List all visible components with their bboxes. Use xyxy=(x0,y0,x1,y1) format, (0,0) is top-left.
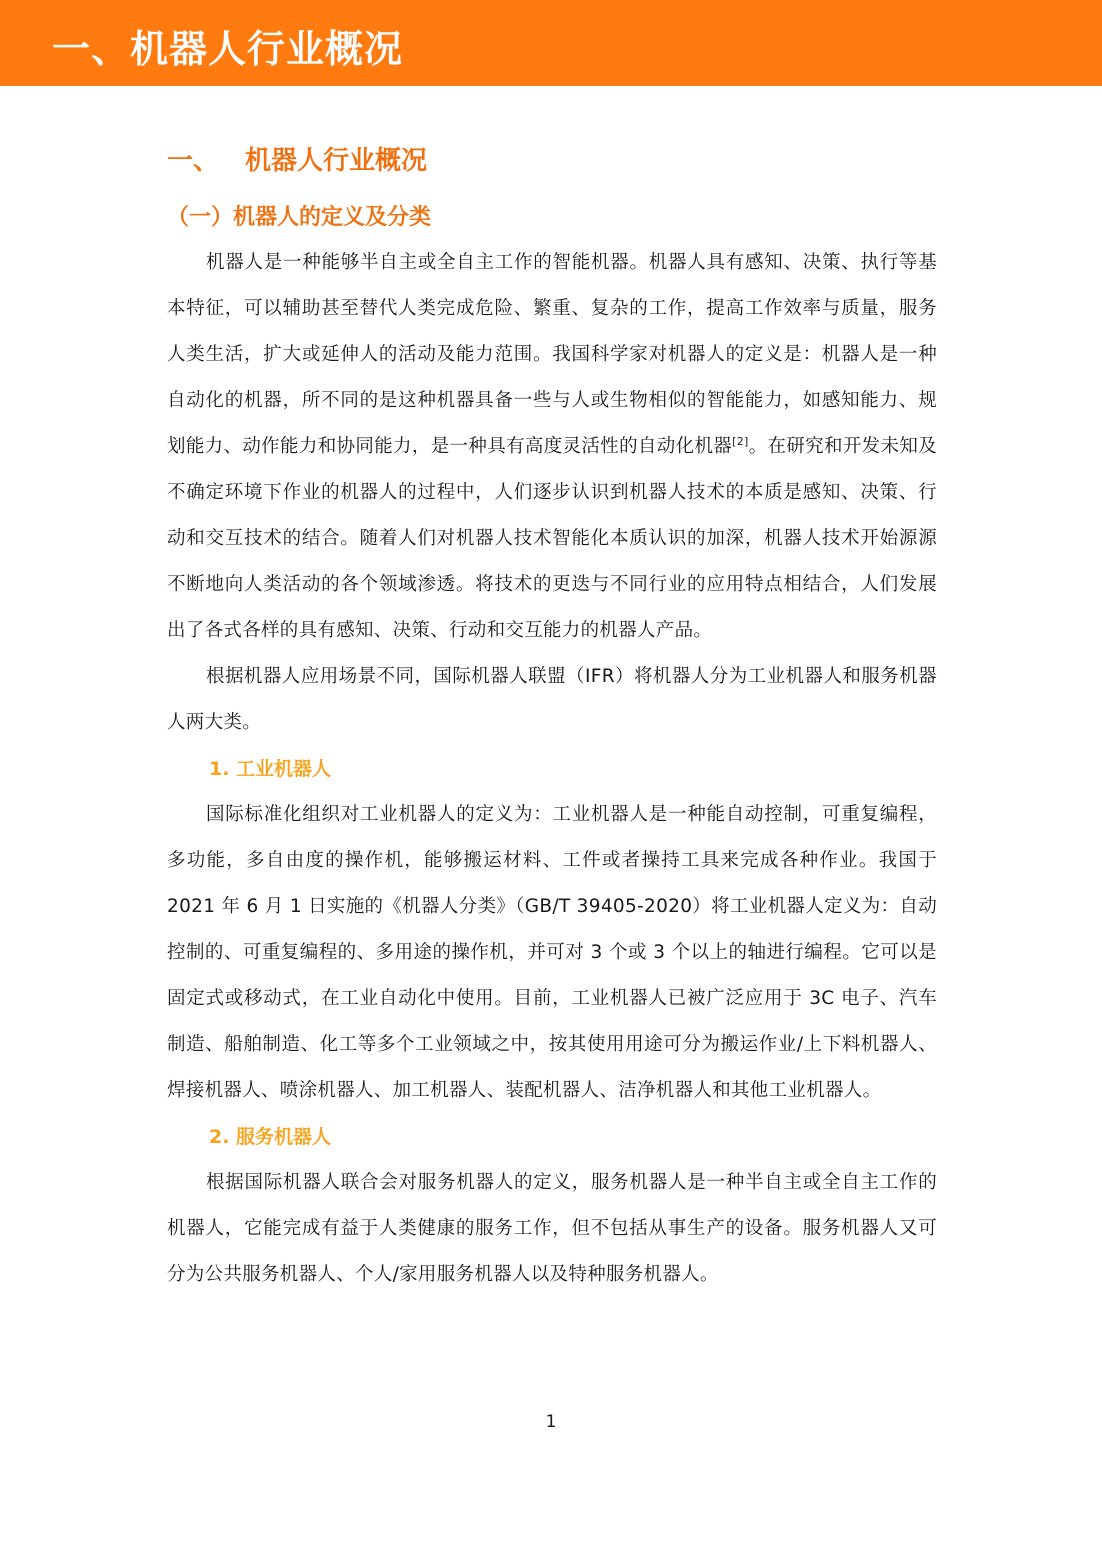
banner-title: 一、机器人行业概况 xyxy=(52,27,404,71)
classification-paragraph: 根据机器人应用场景不同，国际机器人联盟（IFR）将机器人分为工业机器人和服务机器人两大类。 xyxy=(167,666,937,733)
page-number: 1 xyxy=(545,1412,557,1432)
header-banner xyxy=(0,0,1102,86)
section-number: 一、 xyxy=(167,146,220,176)
industrial-robot-heading: 1. 工业机器人 xyxy=(209,758,332,780)
definition-paragraph: 机器人是一种能够半自主或全自主工作的智能机器。机器人具有感知、决策、执行等基本特征，可以辅助甚至替代人类完成危险、繁重、复杂的工作，提高工作效率与质量，服务人类生活，扩大或延伸人的活动及能力范围。我国科学家对机器人的定义是：机器人是一种自动化的机器，所不同的是这种机器具备一些与人或生物相似的智能能力，如感知能力、规划能力、动作能力和协同能力，是一种具有高度灵活性的自动化机器[2]。在研究和开发未知及不确定环境下作业的机器人的过程中，人们逐步认识到机器人技术的本质是感知、决策、行动和交互技术的结合。随着人们对机器人技术智能化本质认识的加深，机器人技术开始源源不断地向人类活动的各个领域渗透。将技术的更迭与不同行业的应用特点相结合，人们发展出了各式各样的具有感知、决策、行动和交互能力的机器人产品。 xyxy=(167,252,937,641)
page-content xyxy=(167,140,937,1298)
section-title: 机器人行业概况 xyxy=(245,146,428,176)
section-heading xyxy=(167,140,937,186)
citation-ref: [2] xyxy=(732,434,749,448)
industrial-robot-paragraph: 国际标准化组织对工业机器人的定义为：工业机器人是一种能自动控制，可重复编程，多功能，多自由度的操作机，能够搬运材料、工件或者操持工具来完成各种作业。我国于 2021 年 6 月 1 日实施的《机器人分类》（GB/T 39405-2020）将工业机器人定义为：自动控制的、可重复编程的、多用途的操作机，并可对 3 个或 3 个以上的轴进行编程。它可以是固定式或移动式，在工业自动化中使用。目前，工业机器人已被广泛应用于 3C 电子、汽车制造、船舶制造、化工等多个工业领域之中，按其使用用途可分为搬运作业/上下料机器人、焊接机器人、喷涂机器人、加工机器人、装配机器人、洁净机器人和其他工业机器人。 xyxy=(167,804,937,1101)
service-robot-paragraph: 根据国际机器人联合会对服务机器人的定义，服务机器人是一种半自主或全自主工作的机器人，它能完成有益于人类健康的服务工作，但不包括从事生产的设备。服务机器人又可分为公共服务机器人、个人/家用服务机器人以及特种服务机器人。 xyxy=(167,1172,937,1285)
subsection-heading: （一）机器人的定义及分类 xyxy=(167,205,432,230)
service-robot-heading: 2. 服务机器人 xyxy=(209,1126,332,1148)
